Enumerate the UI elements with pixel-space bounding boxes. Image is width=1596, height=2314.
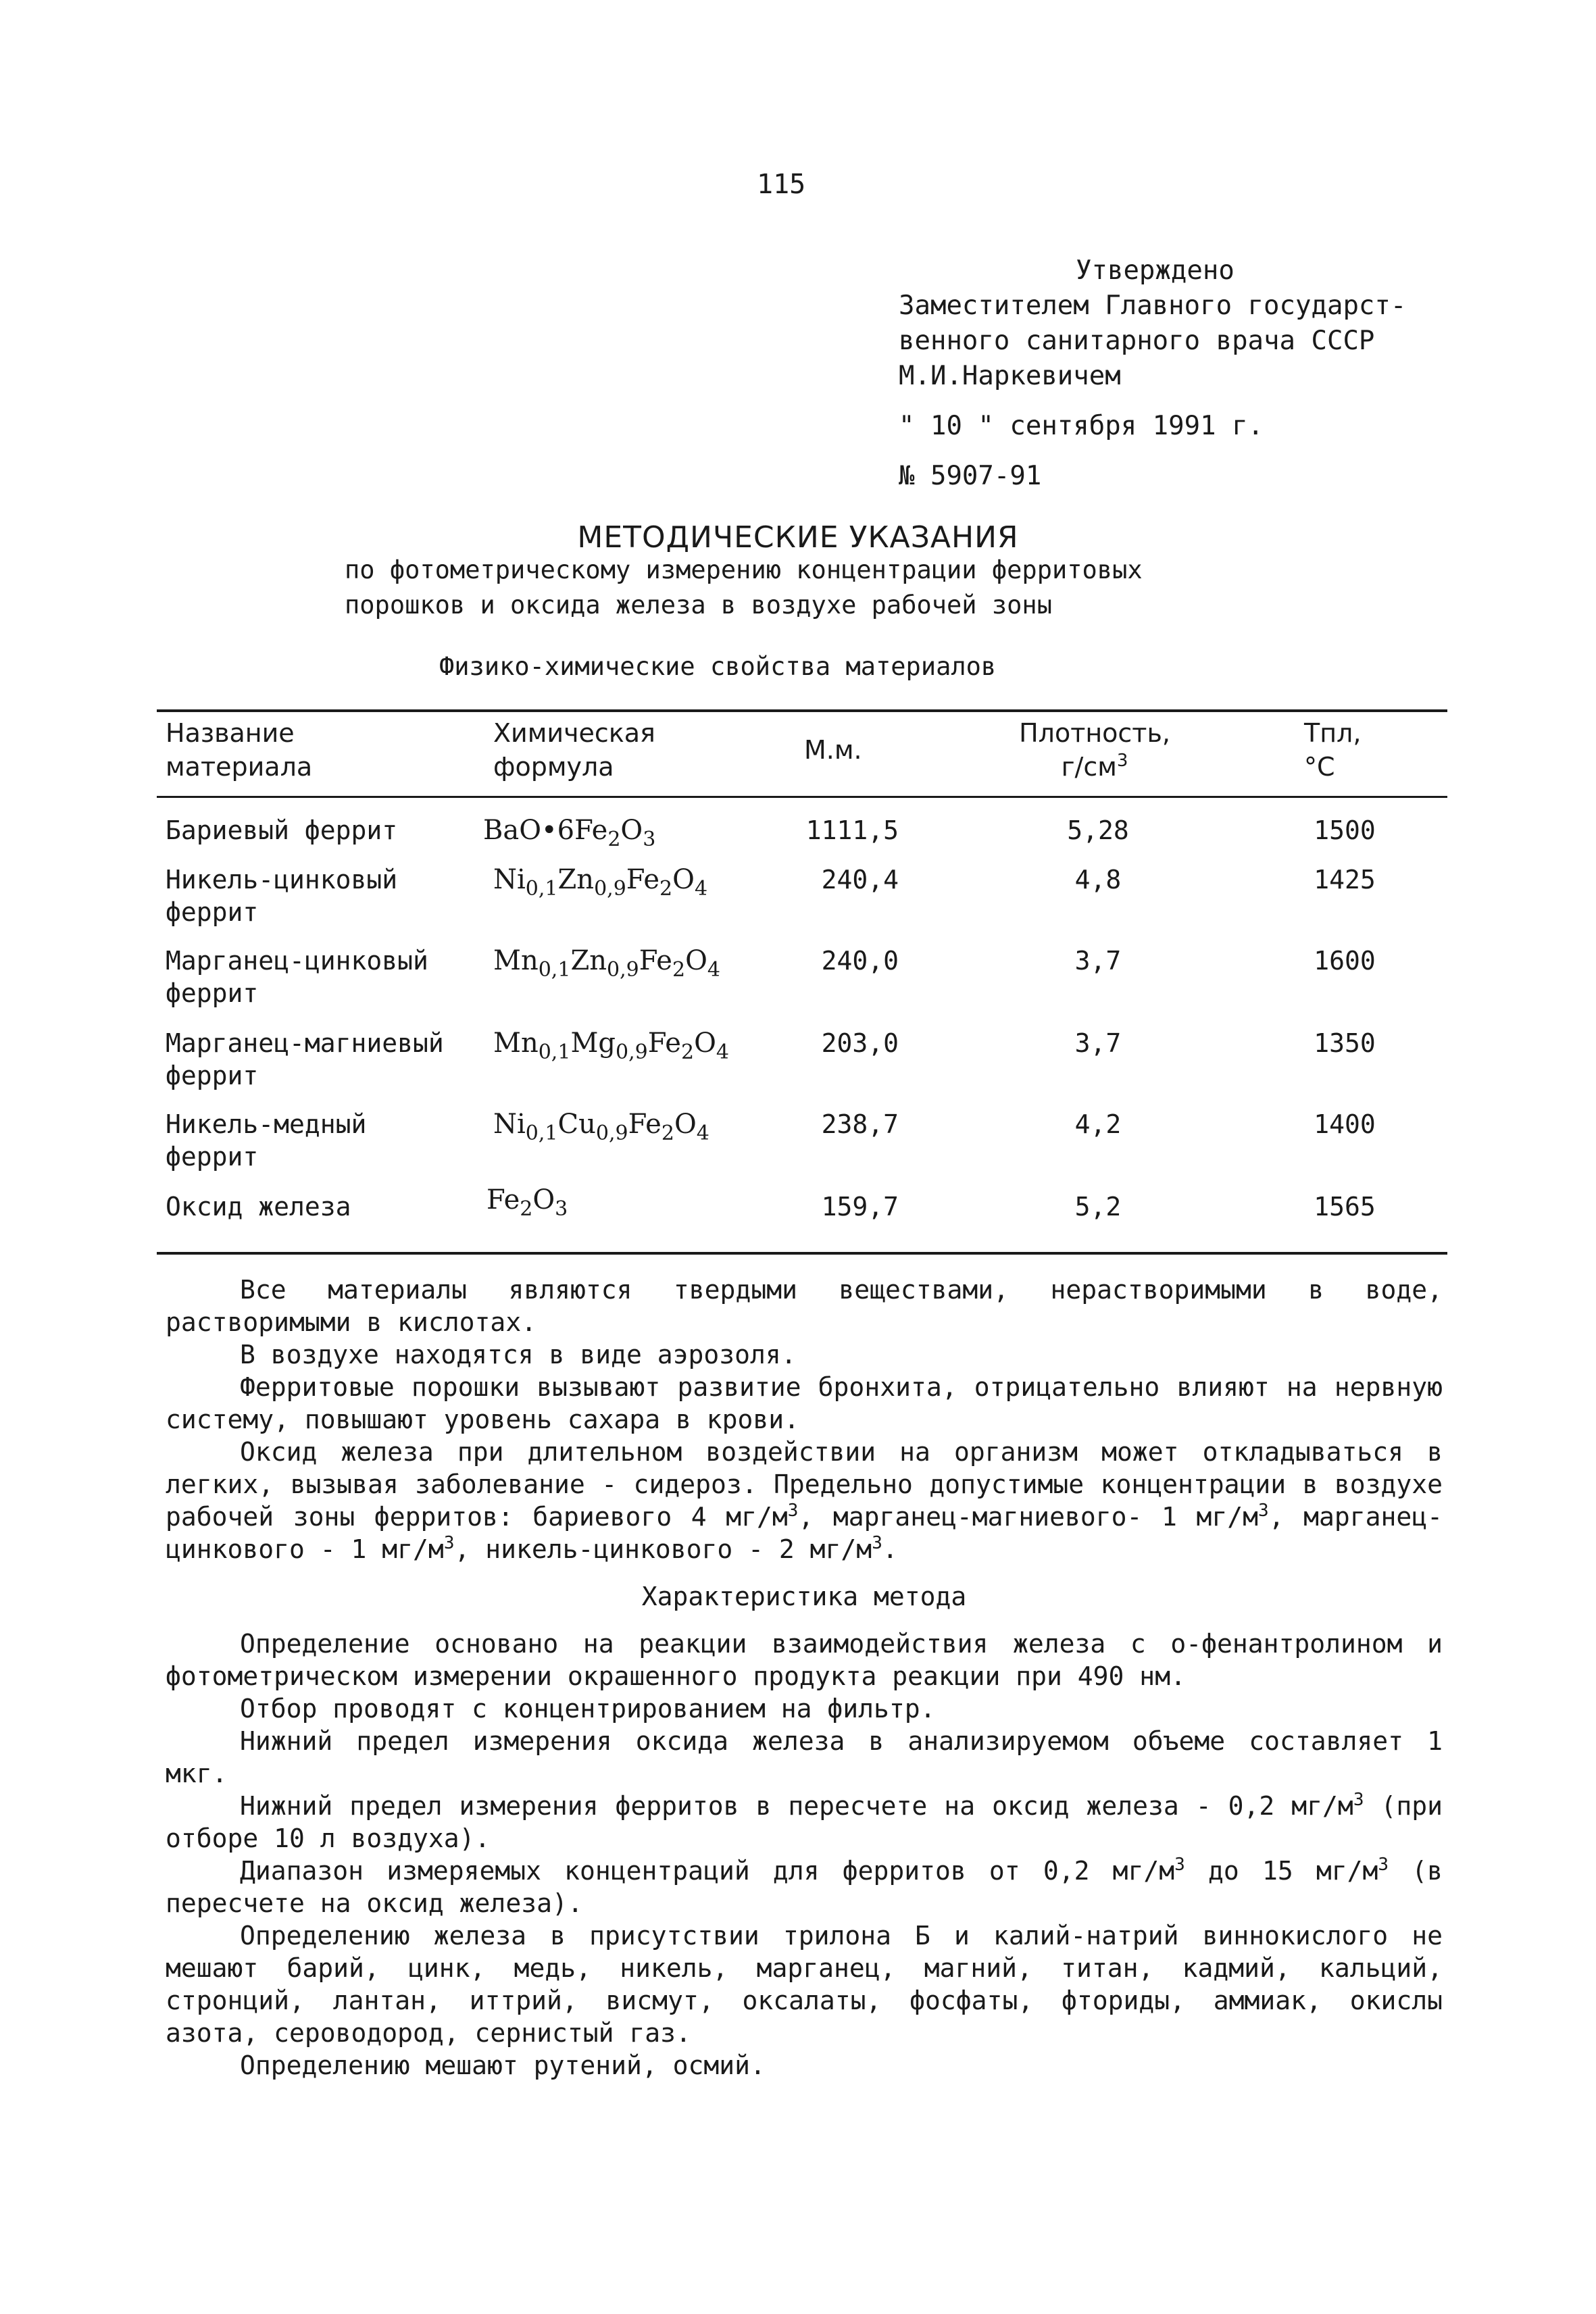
row-formula: $Mn_{0,1}Zn_{0,9}Fe_2O_4$	[493, 945, 720, 982]
row-molar-mass: 238,7	[821, 1109, 899, 1139]
approval-number: № 5907-91	[899, 461, 1042, 491]
paragraph: Нижний предел измерения ферритов в пересчете на оксид железа - 0,2 $мг/м^3$ (при отборе 10 л воздуха).	[166, 1790, 1443, 1853]
row-formula: $Fe_2O_3$	[487, 1184, 568, 1221]
header-molar-mass: М.м.	[804, 735, 862, 765]
approval-line: Заместителем Главного государст-	[899, 291, 1407, 321]
document-subtitle	[345, 553, 1143, 623]
row-molar-mass: 159,7	[821, 1192, 899, 1222]
approval-signatory: М.И.Наркевичем	[899, 361, 1121, 391]
row-name: Оксид железа	[166, 1192, 351, 1222]
table-top-rule	[157, 709, 1447, 712]
subtitle-line: порошков и оксида железа в воздухе рабочей зоны	[345, 590, 1052, 620]
subtitle-line: по фотометрическому измерению концентрации ферритовых	[345, 555, 1143, 584]
approval-line: венного санитарного врача СССР	[899, 326, 1375, 356]
row-melting-point: 1350	[1314, 1028, 1376, 1058]
header-density: Плотность, $г/см^3$	[1019, 718, 1170, 782]
row-density: 5,2	[1074, 1192, 1122, 1222]
paragraph: Нижний предел измерения оксида железа в анализируемом объеме составляет 1 мкг.	[166, 1726, 1443, 1788]
row-name: Бариевый феррит	[166, 815, 398, 845]
paragraph: Определение основано на реакции взаимодействия железа с о-фенантролином и фотометрическом измерении окрашенного продукта реакции при 490 нм.	[166, 1629, 1443, 1691]
paragraph-mac: Оксид железа при длительном воздействии на организм может откладываться в легких, вызывая заболевание - сидероз. Предельно допустимые концентрации в воздухе рабочей зоны ферритов: бариевого 4 $мг/м^3$, марганец-магниевого- 1 $мг/м^3$, марганец-цинкового - 1 $мг/м^3$, никель-цинкового - 2 $мг/м^3$.	[166, 1437, 1443, 1564]
header-name: Название материала	[166, 718, 313, 782]
row-melting-point: 1425	[1314, 865, 1376, 895]
approval-block	[899, 253, 1406, 494]
approval-date: " 10 " сентября 1991 г.	[899, 411, 1264, 441]
paragraph: Определению железа в присутствии трилона Б и калий-натрий виннокислого не мешают барий, цинк, медь, никель, марганец, магний, титан, кадмий, кальций, стронций, лантан, иттрий, висмут, оксалаты, фосфаты, фториды, аммиак, окислы азота, сероводород, сернистый газ.	[166, 1921, 1443, 2048]
row-formula: $BaO•6Fe_2O_3$	[483, 815, 656, 851]
row-density: 4,2	[1074, 1109, 1122, 1139]
paragraph: Отбор проводят с концентрированием на фильтр.	[240, 1694, 936, 1724]
paragraph: Все материалы являются твердыми веществами, нерастворимыми в воде, растворимыми в кислотах.	[166, 1275, 1443, 1337]
header-formula: Химическая формула	[493, 718, 655, 782]
row-molar-mass: 240,0	[821, 946, 899, 976]
row-formula: $Ni_{0,1}Cu_{0,9}Fe_2O_4$	[493, 1109, 709, 1145]
row-density: 3,7	[1074, 1028, 1122, 1058]
row-molar-mass: 1111,5	[805, 815, 899, 845]
body-text	[166, 1274, 1443, 2082]
document-title: МЕТОДИЧЕСКИЕ УКАЗАНИЯ	[577, 520, 1019, 555]
row-density: 3,7	[1074, 946, 1122, 976]
paragraph: Диапазон измеряемых концентраций для ферритов от 0,2 $мг/м^3$ до 15 $мг/м^3$ (в пересчете на оксид железа).	[166, 1855, 1443, 1918]
section-heading: Характеристика метода	[641, 1582, 967, 1611]
row-name: Марганец-цинковый феррит	[166, 946, 428, 1008]
paragraph: Определению мешают рутений, осмий.	[240, 2051, 766, 2080]
row-name: Марганец-магниевый феррит	[166, 1028, 444, 1090]
page-number: 115	[757, 169, 806, 200]
row-melting-point: 1600	[1314, 946, 1376, 976]
row-density: 4,8	[1074, 865, 1122, 895]
table-header-rule	[157, 796, 1447, 798]
table-bottom-rule	[157, 1252, 1447, 1255]
row-melting-point: 1400	[1314, 1109, 1376, 1139]
row-melting-point: 1565	[1314, 1192, 1376, 1222]
header-melting-point: Тпл, °С	[1304, 718, 1362, 782]
paragraph: В воздухе находятся в виде аэрозоля.	[240, 1340, 797, 1369]
row-melting-point: 1500	[1314, 815, 1376, 845]
row-density: 5,28	[1067, 815, 1129, 845]
row-molar-mass: 240,4	[821, 865, 899, 895]
paragraph: Ферритовые порошки вызывают развитие бронхита, отрицательно влияют на нервную систему, повышают уровень сахара в крови.	[166, 1372, 1443, 1434]
approval-line: Утверждено	[1076, 255, 1235, 286]
row-name: Никель-цинковый феррит	[166, 865, 398, 927]
row-formula: $Mn_{0,1}Mg_{0,9}Fe_2O_4$	[493, 1028, 729, 1064]
row-molar-mass: 203,0	[821, 1028, 899, 1058]
row-name: Никель-медный феррит	[166, 1109, 367, 1172]
table-caption: Физико-химические свойства материалов	[439, 652, 997, 681]
row-formula: $Ni_{0,1}Zn_{0,9}Fe_2O_4$	[493, 864, 708, 901]
